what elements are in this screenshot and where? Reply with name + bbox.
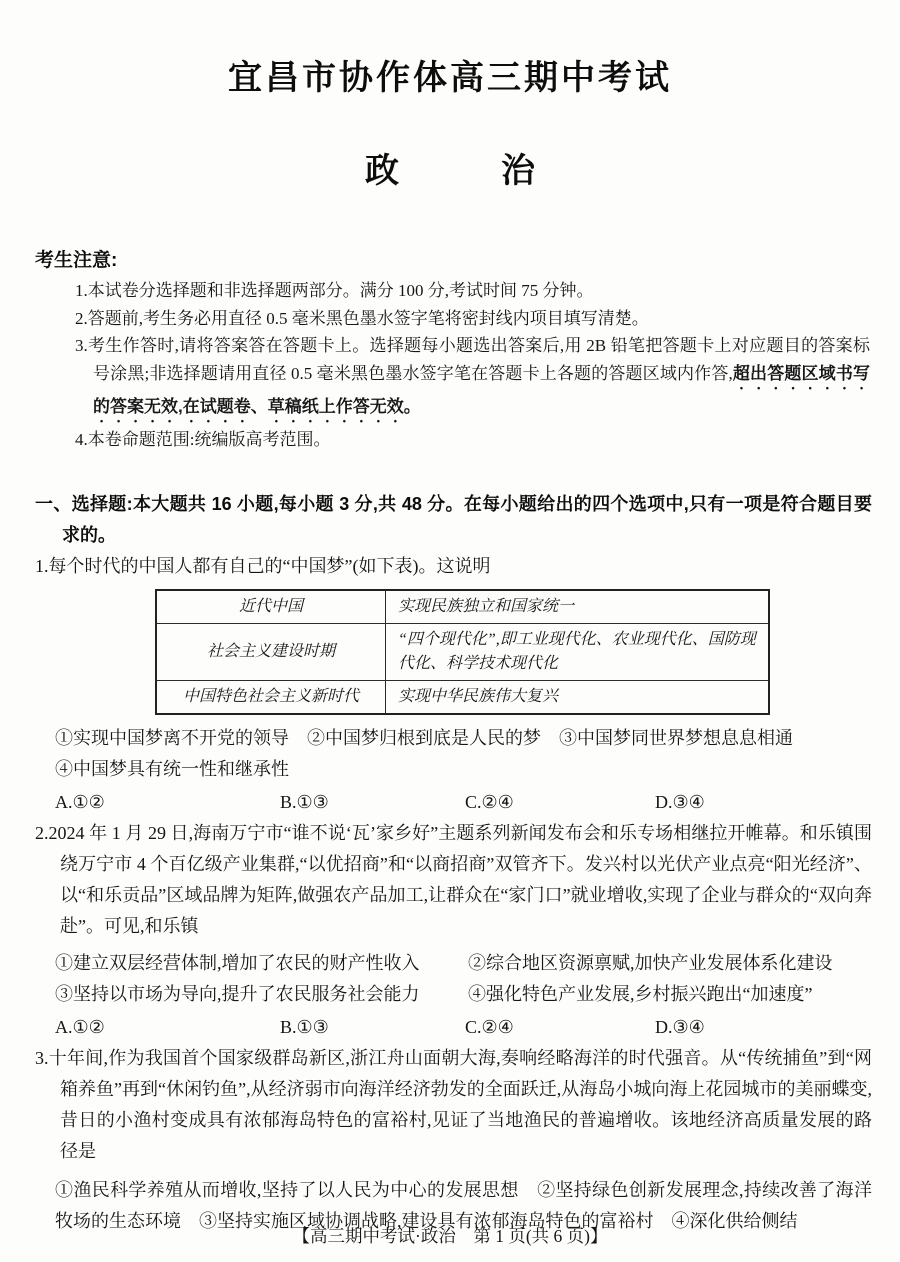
table-cell-dream-3: 实现中华民族伟大复兴	[386, 681, 770, 715]
choice-c: C.②④	[465, 792, 514, 812]
question-2	[35, 818, 872, 1043]
option-line: ④强化特色产业发展,乡村振兴跑出“加速度”	[468, 984, 813, 1004]
option-line: ②综合地区资源禀赋,加快产业发展体系化建设	[468, 953, 833, 973]
option-line: ①渔民科学养殖从而增收,坚持了以人民为中心的发展思想 ②坚持绿色创新发展理念,持续改善了海洋牧场的生态环境 ③坚持实施区域协调战略,建设具有浓郁海岛特色的富裕村 ④深化供给侧结	[55, 1180, 872, 1231]
option-line: ①建立双层经营体制,增加了农民的财产性收入	[55, 953, 420, 973]
choice-b: B.①③	[280, 1017, 329, 1037]
option-line: ③坚持以市场为导向,提升了农民服务社会能力	[55, 984, 420, 1004]
option-line: ④中国梦具有统一性和继承性	[55, 759, 289, 779]
notice-item-2-text: 2.答题前,考生务必用直径 0.5 毫米黑色墨水签字笔将密封线内项目填写清楚。	[75, 308, 649, 328]
table-row	[156, 590, 769, 624]
option-line: ①实现中国梦离不开党的领导 ②中国梦归根到底是人民的梦 ③中国梦同世界梦想息息相通	[55, 728, 793, 748]
china-dream-table	[155, 589, 770, 715]
question-2-stem: 2.2024 年 1 月 29 日,海南万宁市“谁不说‘瓦’家乡好”主题系列新闻发布会和乐专场相继拉开帷幕。和乐镇围绕万宁市 4 个百亿级产业集群,“以优招商”和“以商招商”双管齐下。发兴村以光伏产业点亮“阳光经济”、以“和乐贡品”区域品牌为矩阵,做强农产品加工,让群众在“家门口”就业增收,实现了企业与群众的“双向奔赴”。可见,和乐镇	[35, 823, 872, 936]
choice-a: A.①②	[55, 1017, 105, 1037]
notice-item-4-text: 4.本卷命题范围:统编版高考范围。	[75, 429, 331, 449]
choice-d: D.③④	[655, 792, 705, 812]
choice-b: B.①③	[280, 792, 329, 812]
table-cell-dream-1: 实现民族独立和国家统一	[386, 590, 770, 624]
notice-item-1	[75, 277, 870, 305]
table-row	[156, 681, 769, 715]
question-3	[35, 1043, 872, 1237]
question-1-options	[35, 723, 872, 785]
table-cell-period-2: 社会主义建设时期	[156, 624, 386, 681]
choice-c: C.②④	[465, 1017, 514, 1037]
question-1	[35, 551, 872, 818]
notice-item-3-emphasis: 超出答题区域书写的答案无效,在试题卷、草稿纸上作答无效。	[93, 363, 870, 416]
question-2-options	[35, 948, 872, 1010]
notice-heading: 考生注意:	[35, 250, 118, 271]
exam-title: 宜昌市协作体高三期中考试	[228, 59, 672, 97]
subject-title: 政 治	[365, 152, 535, 190]
notice-item-4	[75, 426, 870, 454]
notice-item-3	[75, 332, 870, 426]
question-1-stem: 1.每个时代的中国人都有自己的“中国梦”(如下表)。这说明	[35, 556, 491, 576]
notice-item-3-text: 3.考生作答时,请将答案答在答题卡上。选择题每小题选出答案后,用 2B 铅笔把答题卡上对应题目的答案标号涂黑;非选择题请用直径 0.5 毫米黑色墨水签字笔在答题卡上各题的答题区域内作答,	[75, 336, 870, 383]
notice-item-1-text: 1.本试卷分选择题和非选择题两部分。满分 100 分,考试时间 75 分钟。	[75, 281, 594, 300]
choice-a: A.①②	[55, 792, 105, 812]
table-cell-dream-2: “四个现代化”,即工业现代化、农业现代化、国防现代化、科学技术现代化	[386, 624, 770, 681]
page-footer: 【高三期中考试·政治 第 1 页(共 6 页)】	[292, 1226, 608, 1246]
table-cell-period-3: 中国特色社会主义新时代	[156, 681, 386, 715]
question-2-choices	[35, 1012, 872, 1043]
notice-list	[35, 277, 870, 453]
table-cell-period-1: 近代中国	[156, 590, 386, 624]
question-3-stem: 3.十年间,作为我国首个国家级群岛新区,浙江舟山面朝大海,奏响经略海洋的时代强音。从“传统捕鱼”到“网箱养鱼”再到“休闲钓鱼”,从经济弱市向海洋经济勃发的全面跃迁,从海岛小城向海上花园城市的美丽蝶变,昔日的小渔村变成具有浓郁海岛特色的富裕村,见证了当地渔民的普遍增收。该地经济高质量发展的路径是	[35, 1048, 872, 1161]
candidate-notice	[35, 248, 870, 453]
notice-item-2	[75, 305, 870, 333]
table-row	[156, 624, 769, 681]
question-1-choices	[35, 787, 872, 818]
section-1-heading: 一、选择题:本大题共 16 小题,每小题 3 分,共 48 分。在每小题给出的四个选项中,只有一项是符合题目要求的。	[35, 494, 872, 545]
choice-d: D.③④	[655, 1017, 705, 1037]
